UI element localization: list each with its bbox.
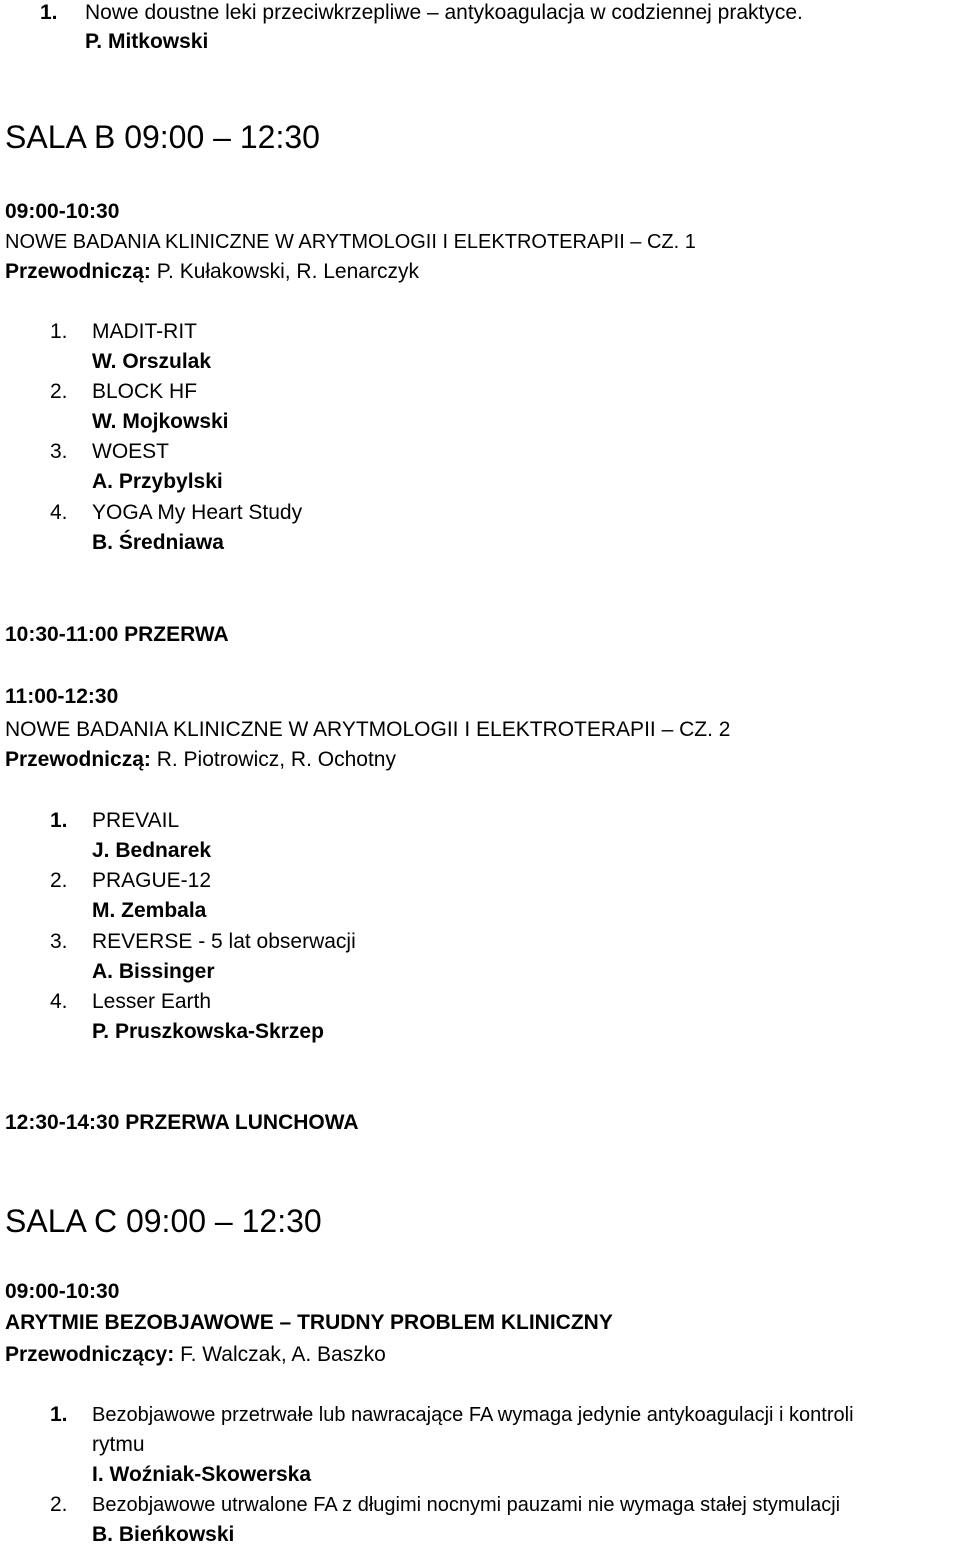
list-item-number: 1. — [50, 809, 68, 832]
sala-c-heading: SALA C 09:00 – 12:30 — [5, 1203, 322, 1239]
list-item-number: 2. — [50, 1493, 68, 1516]
top-item-speaker: P. Mitkowski — [85, 30, 209, 53]
sala-b-session2-title: NOWE BADANIA KLINICZNE W ARYTMOLOGII I ELEKTROTERAPII – CZ. 2 — [5, 718, 731, 741]
sala-b-session2-chairs-row — [5, 745, 396, 775]
sala-b-session1-chairs-row — [5, 257, 419, 287]
list-item-title: REVERSE - 5 lat obserwacji — [92, 930, 356, 953]
top-item-title: Nowe doustne leki przeciwkrzepliwe – antykoagulacja w codziennej praktyce. — [85, 1, 803, 24]
list-item-number: 4. — [50, 501, 68, 524]
list-item-title: BLOCK HF — [92, 380, 198, 403]
list-item-title: PRAGUE-12 — [92, 869, 212, 892]
list-item-speaker: B. Średniawa — [92, 531, 224, 554]
list-item-speaker: P. Pruszkowska-Skrzep — [92, 1020, 324, 1043]
chairs-names: P. Kułakowski, R. Lenarczyk — [156, 260, 419, 283]
list-item-speaker: W. Mojkowski — [92, 410, 229, 433]
sala-c-session1-title: ARYTMIE BEZOBJAWOWE – TRUDNY PROBLEM KLINICZNY — [5, 1311, 613, 1334]
chairs-label: Przewodniczący: — [5, 1343, 175, 1366]
list-item-title: Bezobjawowe przetrwałe lub nawracające FA wymaga jedynie antykoagulacji i kontroli — [92, 1404, 854, 1426]
list-item-number: 4. — [50, 990, 68, 1013]
list-item-number: 2. — [50, 380, 68, 403]
sala-b-break: 10:30-11:00 PRZERWA — [5, 623, 229, 646]
list-item-title: Lesser Earth — [92, 990, 212, 1013]
sala-b-session2-time: 11:00-12:30 — [5, 685, 119, 708]
list-item-speaker: W. Orszulak — [92, 350, 212, 373]
list-item-number: 2. — [50, 869, 68, 892]
list-item-number: 1. — [50, 1403, 68, 1426]
sala-b-lunch: 12:30-14:30 PRZERWA LUNCHOWA — [5, 1111, 359, 1134]
list-item-speaker: A. Bissinger — [92, 960, 215, 983]
list-item-title-continued: rytmu — [92, 1433, 145, 1456]
list-item-title: Bezobjawowe utrwalone FA z długimi nocnymi pauzami nie wymaga stałej stymulacji — [92, 1494, 841, 1516]
list-item-speaker: B. Bieńkowski — [92, 1523, 235, 1546]
list-item-number: 1. — [50, 320, 68, 343]
sala-b-heading: SALA B 09:00 – 12:30 — [5, 119, 320, 155]
list-item-title: WOEST — [92, 440, 169, 463]
list-item-title: MADIT-RIT — [92, 320, 197, 343]
list-item-title: PREVAIL — [92, 809, 180, 832]
chairs-names: R. Piotrowicz, R. Ochotny — [156, 748, 396, 771]
sala-b-session1-title: NOWE BADANIA KLINICZNE W ARYTMOLOGII I ELEKTROTERAPII – CZ. 1 — [5, 231, 696, 253]
list-item-speaker: M. Zembala — [92, 899, 207, 922]
sala-b-session1-time: 09:00-10:30 — [5, 200, 120, 223]
list-item-number: 3. — [50, 440, 68, 463]
list-item-speaker: I. Woźniak-Skowerska — [92, 1463, 312, 1486]
sala-c-session1-time: 09:00-10:30 — [5, 1280, 120, 1303]
top-item-number: 1. — [40, 1, 58, 24]
list-item-speaker: J. Bednarek — [92, 839, 212, 862]
chairs-label: Przewodniczą: — [5, 748, 151, 771]
chairs-label: Przewodniczą: — [5, 260, 151, 283]
sala-c-session1-chairs-row — [5, 1340, 386, 1370]
list-item-title: YOGA My Heart Study — [92, 501, 303, 524]
list-item-speaker: A. Przybylski — [92, 470, 223, 493]
chairs-names: F. Walczak, A. Baszko — [180, 1343, 386, 1366]
list-item-number: 3. — [50, 930, 68, 953]
